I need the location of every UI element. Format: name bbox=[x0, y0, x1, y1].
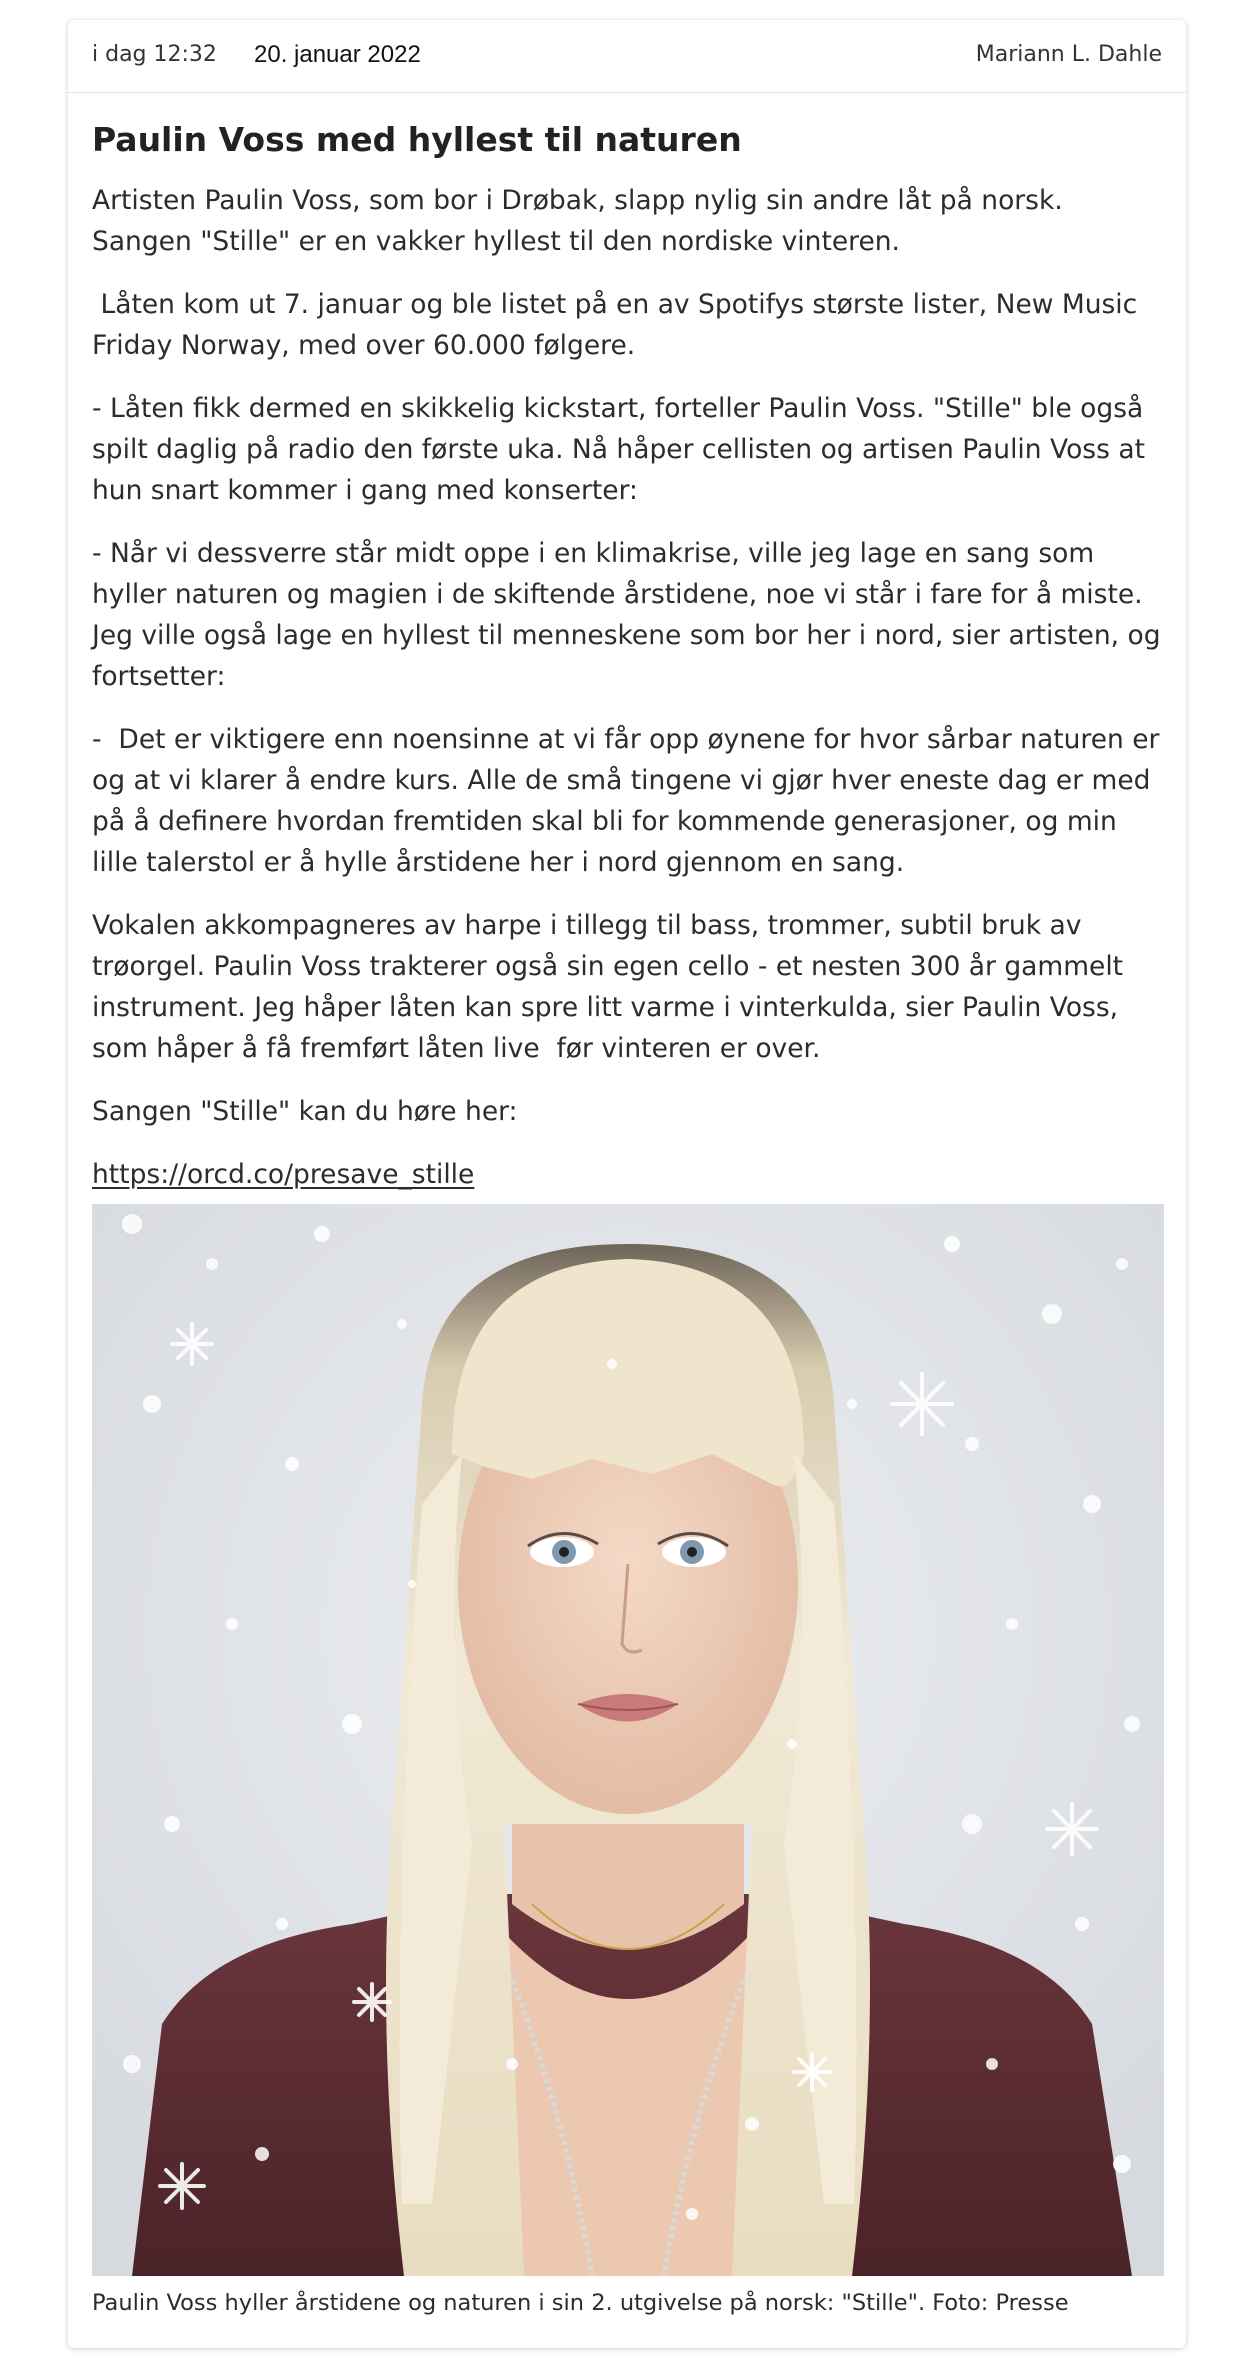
portrait-photo-icon bbox=[92, 1204, 1164, 2276]
article-paragraph: - Låten fikk dermed en skikkelig kickstart, forteller Paulin Voss. "Stille" ble også spilt daglig på radio den første uka. Nå håper cellisten og artisen Paulin Voss at hun snart kommer i gang med konserter: bbox=[92, 393, 1154, 506]
article-body bbox=[92, 118, 1169, 1195]
article-paragraph: Vokalen akkompagneres av harpe i tillegg til bass, trommer, subtil bruk av trøorgel. Paulin Voss trakterer også sin egen cello - et nesten 300 år gammelt instrument. Jeg håper låten kan spre litt varme i vinterkulda, sier Paulin Voss, som håper å få fremført låten live før vinteren er over. bbox=[92, 910, 1132, 1064]
presave-link[interactable]: https://orcd.co/presave_stille bbox=[92, 1159, 475, 1190]
author-name[interactable]: Mariann L. Dahle bbox=[975, 42, 1162, 67]
article-photo[interactable] bbox=[92, 1204, 1164, 2276]
publish-date: 20. januar 2022 bbox=[254, 41, 421, 68]
article-paragraph: Sangen "Stille" kan du høre her: bbox=[92, 1096, 518, 1127]
article-paragraph: Artisten Paulin Voss, som bor i Drøbak, slapp nylig sin andre låt på norsk. Sangen "Stille" er en vakker hyllest til den nordiske vinteren. bbox=[92, 185, 1072, 257]
publish-time: i dag 12:32 bbox=[92, 42, 217, 67]
article-paragraph: - Det er viktigere enn noensinne at vi får opp øynene for hvor sårbar naturen er og at vi klarer å endre kurs. Alle de små tingene vi gjør hver eneste dag er med på å definere hvordan fremtiden skal bli for kommende generasjoner, og min lille talerstol er å hylle årstidene her i nord gjennom en sang. bbox=[92, 724, 1168, 878]
article-title: Paulin Voss med hyllest til naturen bbox=[92, 120, 742, 159]
article-paragraph: Låten kom ut 7. januar og ble listet på en av Spotifys største lister, New Music Friday Norway, med over 60.000 følgere. bbox=[92, 289, 1146, 361]
article-card bbox=[68, 20, 1186, 2348]
article-paragraph: - Når vi dessverre står midt oppe i en klimakrise, ville jeg lage en sang som hyller naturen og magien i de skiftende årstidene, noe vi står i fare for å miste. Jeg ville også lage en hyllest til menneskene som bor her i nord, sier artisten, og fortsetter: bbox=[92, 538, 1169, 692]
article-meta-bar bbox=[68, 20, 1186, 93]
photo-caption: Paulin Voss hyller årstidene og naturen i sin 2. utgivelse på norsk: "Stille". Foto: Presse bbox=[92, 2290, 1069, 2316]
